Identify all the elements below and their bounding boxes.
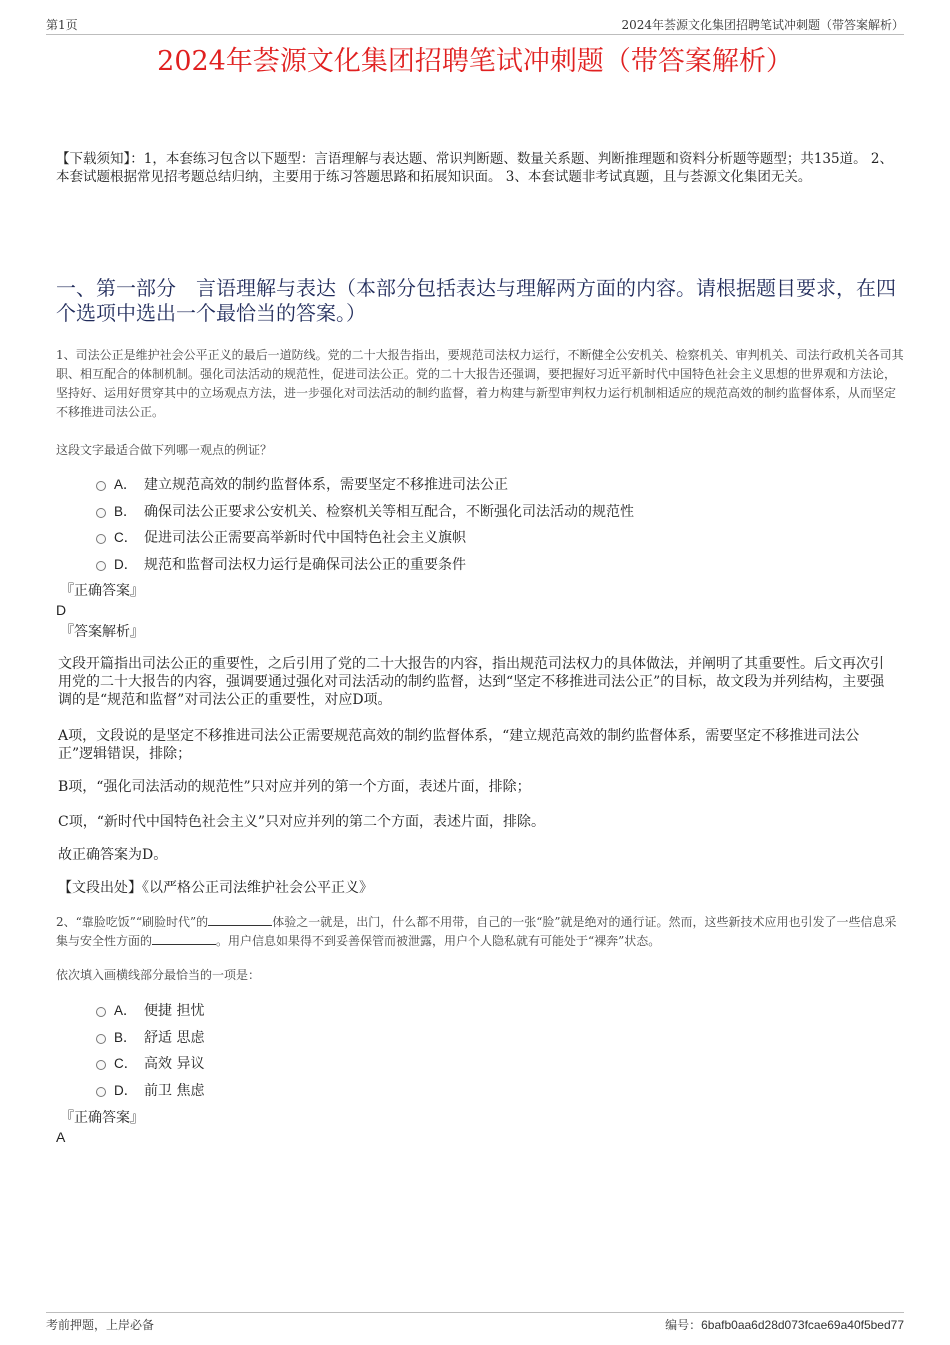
download-notice: 【下载须知】：1，本套练习包含以下题型：言语理解与表达题、常识判断题、数量关系题、判断推理题和资料分析题等题型；共135道。 2、本套试题根据常见招考题总结归纳，主要用于练习答题思路和拓展知识面。 3、本套试题非考试真题，且与荟源文化集团无关。 — [56, 151, 893, 185]
source-citation: 【文段出处】《以严格公正司法维护社会公平正义》 — [58, 880, 373, 896]
page-header — [46, 14, 904, 35]
radio-icon[interactable] — [96, 561, 106, 571]
analysis-paragraph: 故正确答案为D。 — [58, 847, 168, 863]
answer-label: 『正确答案』 — [60, 1110, 144, 1126]
option-d[interactable]: D． 前卫 焦虑 — [96, 1078, 886, 1105]
radio-icon[interactable] — [96, 1034, 106, 1044]
analysis-paragraph: A项，文段说的是坚定不移推进司法公正需要规范高效的制约监督体系，“建立规范高效的制约监督体系，需要坚定不移推进司法公正”逻辑错误，排除； — [58, 728, 860, 762]
page-number: 第1页 — [46, 18, 78, 32]
document-code: 编号：6bafb0aa6d28d073fcae69a40f5bed77 — [665, 1318, 904, 1332]
question-1-prompt: 这段文字最适合做下列哪一观点的例证？ — [56, 443, 273, 457]
question-2-stem: 2、“靠脸吃饭”“刷脸时代”的 体验之一就是，出门，什么都不用带，自己的一张“脸”就是绝对的通行证。然而，这些新技术应用也引发了一些信息采集与安全性方面的 。用户信息如果得不到妥善保管而被泄露，用户个人隐私就有可能处于“裸奔”状态。 — [56, 915, 897, 948]
footer-slogan: 考前押题，上岸必备 — [46, 1318, 155, 1332]
fill-blank — [208, 913, 272, 926]
radio-icon[interactable] — [96, 1087, 106, 1097]
header-doc-title: 2024年荟源文化集团招聘笔试冲刺题（带答案解析） — [621, 18, 904, 32]
analysis-paragraph: C项，“新时代中国特色社会主义”只对应并列的第二个方面，表述片面，排除。 — [58, 814, 546, 830]
question-1-stem: 1、司法公正是维护社会公平正义的最后一道防线。党的二十大报告指出，要规范司法权力运行，不断健全公安机关、检察机关、审判机关、司法行政机关各司其职、相互配合的体制机制。强化司法活动的规范性，促进司法公正。党的二十大报告还强调，要把握好习近平新时代中国特色社会主义思想的世界观和方法论，坚持好、运用好贯穿其中的立场观点方法，进一步强化对司法活动的制约监督，着力构建与新型审判权力运行机制相适应的规范高效的制约监督体系，从而坚定不移推进司法公正。 — [56, 348, 904, 419]
radio-icon[interactable] — [96, 1007, 106, 1017]
analysis-paragraph: 文段开篇指出司法公正的重要性，之后引用了党的二十大报告的内容，指出规范司法权力的具体做法，并阐明了其重要性。后文再次引用党的二十大报告的内容，强调要通过强化对司法活动的制约监督，达到“坚定不移推进司法公正”的目标，故文段为并列结构，主要强调的是“规范和监督”对司法公正的重要性，对应D项。 — [58, 656, 885, 708]
analysis-label: 『答案解析』 — [60, 624, 144, 640]
answer-value: D — [56, 602, 67, 618]
fill-blank — [152, 932, 216, 945]
answer-value: A — [56, 1129, 66, 1145]
option-d[interactable]: D． 规范和监督司法权力运行是确保司法公正的重要条件 — [96, 552, 886, 579]
question-2-options — [96, 998, 886, 1104]
option-b[interactable]: B． 舒适 思虑 — [96, 1025, 886, 1052]
analysis-paragraph: B项，“强化司法活动的规范性”只对应并列的第一个方面，表述片面，排除； — [58, 779, 531, 795]
radio-icon[interactable] — [96, 508, 106, 518]
radio-icon[interactable] — [96, 481, 106, 491]
radio-icon[interactable] — [96, 1060, 106, 1070]
answer-label: 『正确答案』 — [60, 583, 144, 599]
page-title: 2024年荟源文化集团招聘笔试冲刺题（带答案解析） — [157, 46, 793, 77]
option-a[interactable]: A． 便捷 担忧 — [96, 998, 886, 1025]
option-c[interactable]: C． 高效 异议 — [96, 1051, 886, 1078]
question-1-options — [96, 472, 886, 578]
page-footer — [46, 1312, 904, 1332]
option-c[interactable]: C． 促进司法公正需要高举新时代中国特色社会主义旗帜 — [96, 525, 886, 552]
section-heading: 一、第一部分 言语理解与表达（本部分包括表达与理解两方面的内容。请根据题目要求，在四个选项中选出一个最恰当的答案。） — [56, 276, 896, 325]
question-2-prompt: 依次填入画横线部分最恰当的一项是： — [56, 968, 261, 982]
option-a[interactable]: A． 建立规范高效的制约监督体系，需要坚定不移推进司法公正 — [96, 472, 886, 499]
radio-icon[interactable] — [96, 534, 106, 544]
option-b[interactable]: B． 确保司法公正要求公安机关、检察机关等相互配合，不断强化司法活动的规范性 — [96, 499, 886, 526]
